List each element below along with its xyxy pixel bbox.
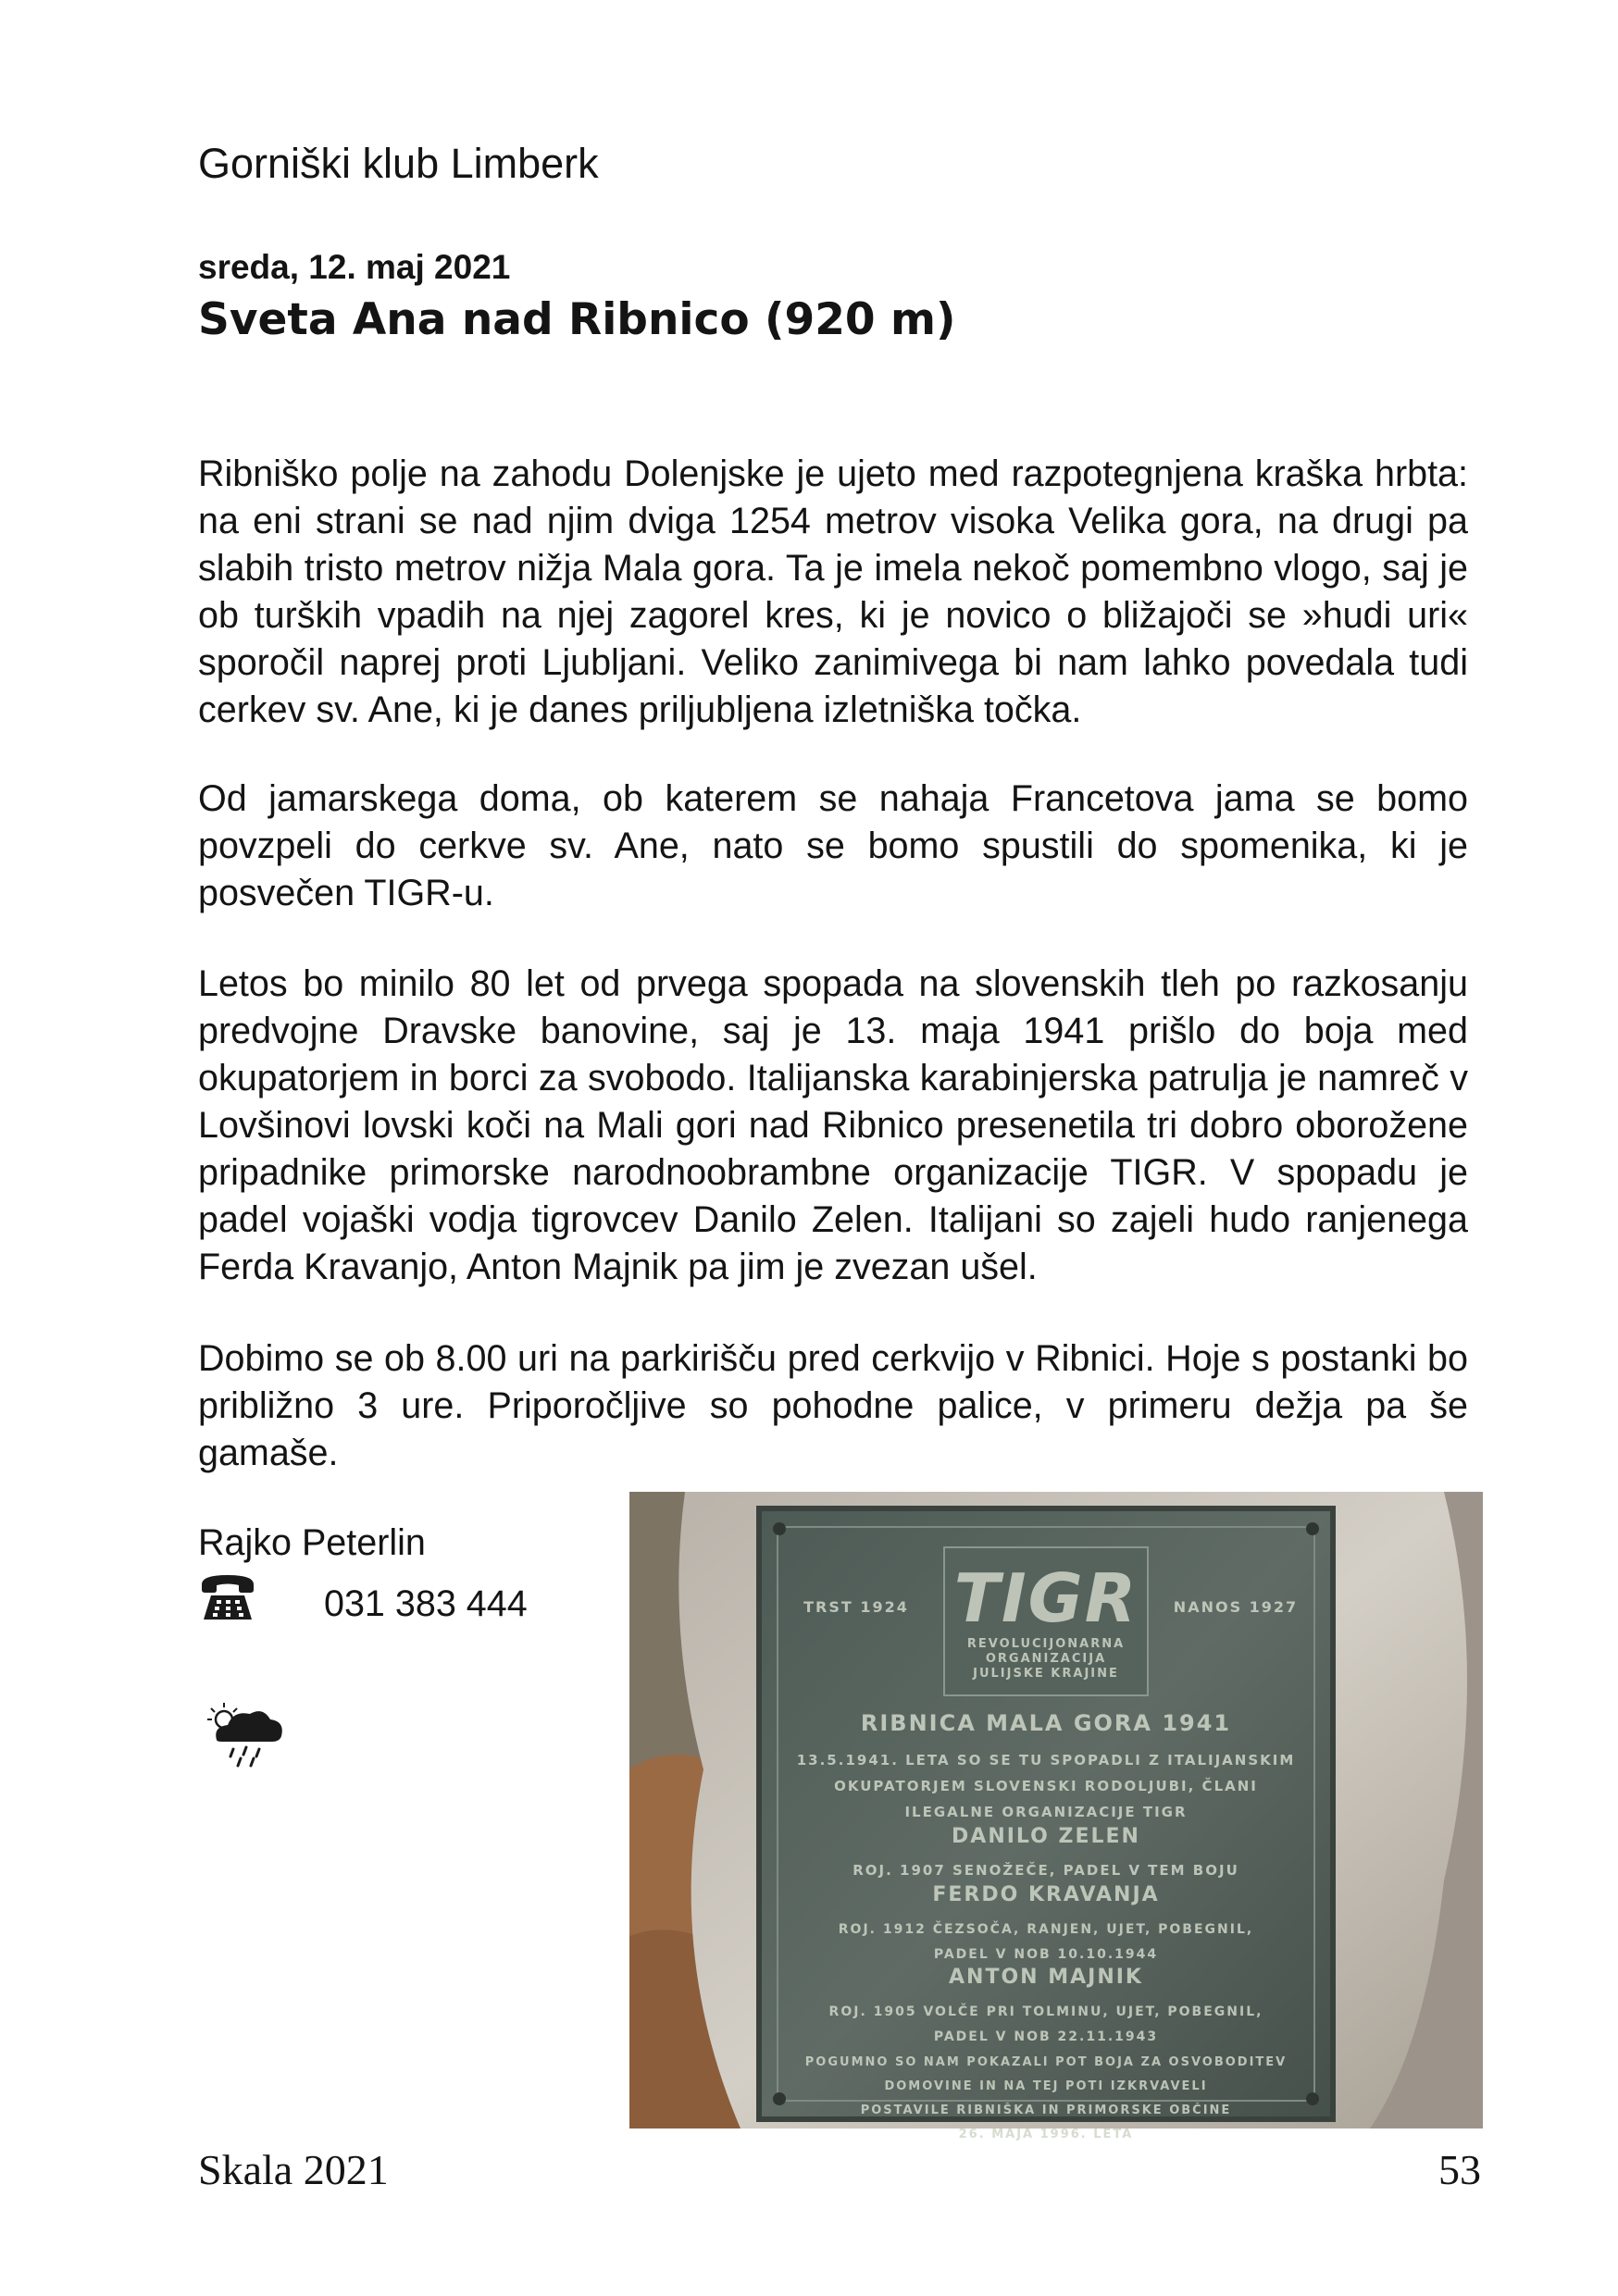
plaque-line: ROJ. 1907 SENOŽEČE, PADEL V TEM BOJU	[853, 1862, 1239, 1879]
paragraph-intro: Ribniško polje na zahodu Dolenjske je ujeto med razpotegnjena kraška hrbta: na eni strani se nad njim dviga 1254 metrov visoka Velika gora, na drugi pa slabih tristo metrov nižja Mala gora. Ta je imela nekoč pomembno vlogo, saj je ob turških vpadih na njej zagorel kres, ki je novico o bližajoči se »hudi uri« sporočil naprej proti Ljubljani. Veliko zanimivega bi nam lahko povedala tudi cerkev sv. Ane, ki je danes priljubljena izletniška točka.	[198, 453, 1468, 730]
plaque-line: ROJ. 1905 VOLČE PRI TOLMINU, UJET, POBEGNIL,	[828, 2004, 1263, 2019]
paragraph-meeting: Dobimo se ob 8.00 uri na parkirišču pred cerkvijo v Ribnici. Hoje s postanki bo približno 3 ure. Priporočljive so pohodne palice, v primeru dežja pa še gamaše.	[198, 1338, 1468, 1473]
telephone-icon	[198, 1571, 257, 1623]
plaque-line: ROJ. 1912 ČEZSOČA, RANJEN, UJET, POBEGNIL,	[838, 1922, 1254, 1937]
phone-number: 031 383 444	[324, 1583, 528, 1624]
plaque-line: ANTON MAJNIK	[949, 1966, 1143, 1989]
plaque-line: POGUMNO SO NAM POKAZALI POT BOJA ZA OSVOBODITEV	[804, 2055, 1288, 2069]
org-line-1: REVOLUCIJONARNA	[966, 1637, 1126, 1651]
tigr-logo-text: TIGR	[953, 1559, 1139, 1637]
plaque-line: PADEL V NOB 10.10.1944	[933, 1947, 1159, 1962]
plaque-line: OKUPATORJEM SLOVENSKI RODOLJUBI, ČLANI	[834, 1778, 1258, 1794]
plaque-date-left: TRST 1924	[803, 1598, 909, 1616]
event-date: sreda, 12. maj 2021	[198, 248, 511, 286]
paragraph-history: Letos bo minilo 80 let od prvega spopada na slovenskih tleh po razkosanju predvojne Dravske banovine, saj je 13. maja 1941 prišlo do boja med okupatorjem in borci za svobodo. Italijanska karabinjerska patrulja je namreč v Lovšinovi lovski koči na Mali gori nad Ribnico presenetila tri dobro oborožene pripadnike primorske narodnoobrambne organizacije TIGR. V spopadu je padel vojaški vodja tigrovcev Danilo Zelen. Italijani so zajeli hudo ranjenega Ferda Kravanjo, Anton Majnik pa jim je zvezan ušel.	[198, 963, 1468, 1287]
paragraph-route: Od jamarskega doma, ob katerem se nahaja Francetova jama se bomo povzpeli do cerkve sv. Ane, nato se bomo spustili do spomenika, ki je posvečen TIGR-u.	[198, 778, 1468, 913]
plaque-line: PADEL V NOB 22.11.1943	[933, 2029, 1159, 2044]
org-line-2: ORGANIZACIJA	[985, 1652, 1107, 1666]
rain-cloud-icon	[205, 1695, 289, 1769]
plaque-line: ILEGALNE ORGANIZACIJE TIGR	[904, 1804, 1188, 1820]
plaque-line: 26. MAJA 1996. LETA	[958, 2128, 1134, 2141]
plaque-line: FERDO KRAVANJA	[932, 1883, 1160, 1906]
plaque-line: POSTAVILE RIBNIŠKA IN PRIMORSKE OBČINE	[860, 2104, 1232, 2117]
club-name: Gorniški klub Limberk	[198, 140, 599, 187]
page-number: 53	[1438, 2146, 1481, 2193]
leader-name: Rajko Peterlin	[198, 1522, 426, 1563]
plaque-line: DANILO ZELEN	[952, 1825, 1140, 1848]
footer-publication: Skala 2021	[198, 2146, 389, 2193]
org-line-3: JULIJSKE KRAJINE	[973, 1667, 1119, 1681]
tigr-memorial-photo	[629, 1492, 1483, 2141]
plaque-line: RIBNICA MALA GORA 1941	[860, 1710, 1232, 1736]
plaque-line: 13.5.1941. LETA SO SE TU SPOPADLI Z ITALIJANSKIM	[796, 1752, 1296, 1769]
plaque-line: DOMOVINE IN NA TEJ POTI IZKRVAVELI	[884, 2079, 1208, 2093]
event-title: Sveta Ana nad Ribnico (920 m)	[198, 294, 956, 345]
plaque-date-right: NANOS 1927	[1173, 1598, 1299, 1616]
